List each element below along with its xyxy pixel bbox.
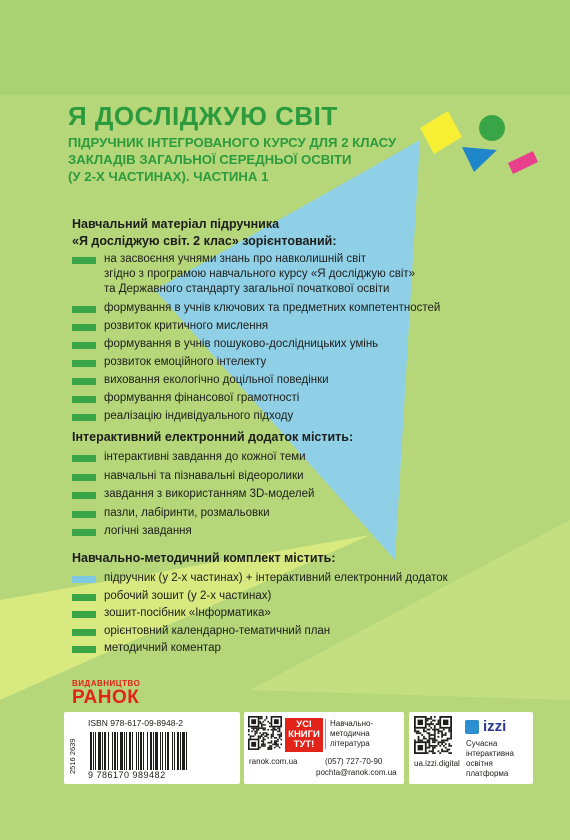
list-item (72, 571, 552, 586)
list-item (72, 589, 552, 604)
heading-line: Навчальний матеріал підручника (72, 217, 280, 231)
list-item-text: пазли, лабіринти, розмальовки (104, 506, 270, 519)
qr-code-icon[interactable] (248, 716, 282, 750)
list-item-line: розвиток критичного мислення (104, 320, 269, 332)
green-bullet (72, 474, 96, 481)
subtitle-line: ПІДРУЧНИК ІНТЕГРОВАНОГО КУРСУ ДЛЯ 2 КЛАСУ (68, 135, 397, 150)
list-item (72, 301, 552, 316)
section2-heading: Інтерактивний електронний додаток містить: (72, 430, 354, 444)
green-bullet (72, 611, 96, 618)
green-bullet (72, 492, 96, 499)
list-item (72, 391, 552, 406)
list-item-line: формування в учнів пошуково-дослідницьких умінь (104, 338, 379, 350)
list-item (72, 355, 552, 370)
list-item (72, 409, 552, 424)
list-item (72, 524, 552, 539)
list-item (72, 641, 552, 656)
ranok-publisher-text: Навчально- методична література (325, 719, 373, 749)
ranok-tagline: УСІ КНИГИ ТУТ! (285, 718, 323, 752)
book-subtitle (68, 134, 396, 185)
list-item (72, 319, 552, 334)
list-item (72, 624, 552, 639)
list-item-line: розвиток емоційного інтелекту (104, 356, 267, 368)
barcode-digits: 9 786170 989482 (88, 770, 166, 780)
green-bullet (72, 594, 96, 601)
list-item-line: на засвоєння учнями знань про навколишній світ (104, 253, 367, 265)
section3-heading: Навчально-методичний комплект містить: (72, 551, 336, 565)
izzi-description: Сучасна інтерактивна освітня платформа (466, 739, 514, 778)
list-item-text: інтерактивні завдання до кожної теми (104, 451, 306, 463)
list-item (72, 373, 552, 388)
list-item (72, 469, 552, 484)
green-circle-icon (479, 115, 505, 141)
section1-list (72, 252, 552, 424)
list-item-line: виховання екологічно доцільної поведінки (104, 374, 329, 386)
list-item-line: реалізацію індивідуального підходу (104, 410, 294, 422)
green-bullet (72, 646, 96, 653)
qr-code-icon[interactable] (414, 716, 452, 754)
green-bullet (72, 455, 96, 462)
list-item-text: методичний коментар (104, 642, 221, 654)
top-band (0, 0, 570, 95)
section1-heading (72, 216, 337, 250)
green-bullet (72, 414, 96, 421)
green-bullet (72, 342, 96, 349)
list-item (72, 506, 552, 521)
green-bullet (72, 257, 96, 264)
green-bullet (72, 629, 96, 636)
ranok-email[interactable]: pochta@ranok.com.ua (316, 768, 397, 777)
list-item-text: навчальні та пізнавальні відеоролики (104, 469, 304, 482)
green-bullet (72, 324, 96, 331)
list-item-line: та Державного стандарту загальної початкової освіти (104, 283, 390, 295)
heading-line: «Я досліджую світ. 2 клас» зорієнтований: (72, 234, 337, 248)
subtitle-line: (У 2-Х ЧАСТИНАХ). ЧАСТИНА 1 (68, 169, 269, 184)
green-bullet (72, 396, 96, 403)
list-item (72, 337, 552, 352)
list-item-text: орієнтовний календарно-тематичний план (104, 624, 331, 637)
ranok-site-link[interactable]: ranok.com.ua (249, 757, 298, 766)
blue-bullet (72, 576, 96, 583)
publisher-name: РАНОК (72, 687, 140, 708)
list-item (72, 487, 552, 502)
green-bullet (72, 306, 96, 313)
list-item-text: підручник (у 2-х частинах) + інтерактивний електронний додаток (104, 572, 448, 584)
list-item (72, 606, 552, 621)
izzi-logo-icon (465, 720, 479, 734)
barcode-icon (88, 732, 234, 770)
green-bullet (72, 360, 96, 367)
list-item-text: логічні завдання (104, 525, 192, 537)
list-item-text: завдання з використанням 3D-моделей (104, 488, 315, 500)
barcode-side-code: 2516 2639 (68, 738, 77, 774)
publisher-label: ВИДАВНИЦТВО (72, 679, 141, 688)
list-item (72, 450, 552, 465)
green-bullet (72, 529, 96, 536)
list-item (72, 252, 552, 297)
list-item-line: згідно з програмою навчального курсу «Я досліджую світ» (104, 268, 416, 280)
izzi-name: izzi (483, 718, 507, 735)
section3-list (72, 571, 552, 656)
list-item-text: робочий зошит (у 2-х частинах) (104, 589, 272, 602)
ranok-phone: (057) 727-70-90 (325, 757, 383, 766)
list-item-line: формування фінансової грамотності (104, 392, 300, 404)
book-title: Я ДОСЛІДЖУЮ СВІТ (68, 101, 338, 131)
list-item-text: зошит-посібник «Інформатика» (104, 607, 271, 619)
isbn-text: ISBN 978-617-09-8948-2 (88, 718, 183, 728)
list-item-line: формування в учнів ключових та предметних компетентностей (104, 302, 441, 314)
izzi-site-link[interactable]: ua.izzi.digital (414, 759, 460, 768)
green-bullet (72, 378, 96, 385)
publisher-logo (72, 679, 140, 708)
section2-list (72, 450, 552, 539)
subtitle-line: ЗАКЛАДІВ ЗАГАЛЬНОЇ СЕРЕДНЬОЇ ОСВІТИ (68, 152, 352, 167)
green-bullet (72, 511, 96, 518)
